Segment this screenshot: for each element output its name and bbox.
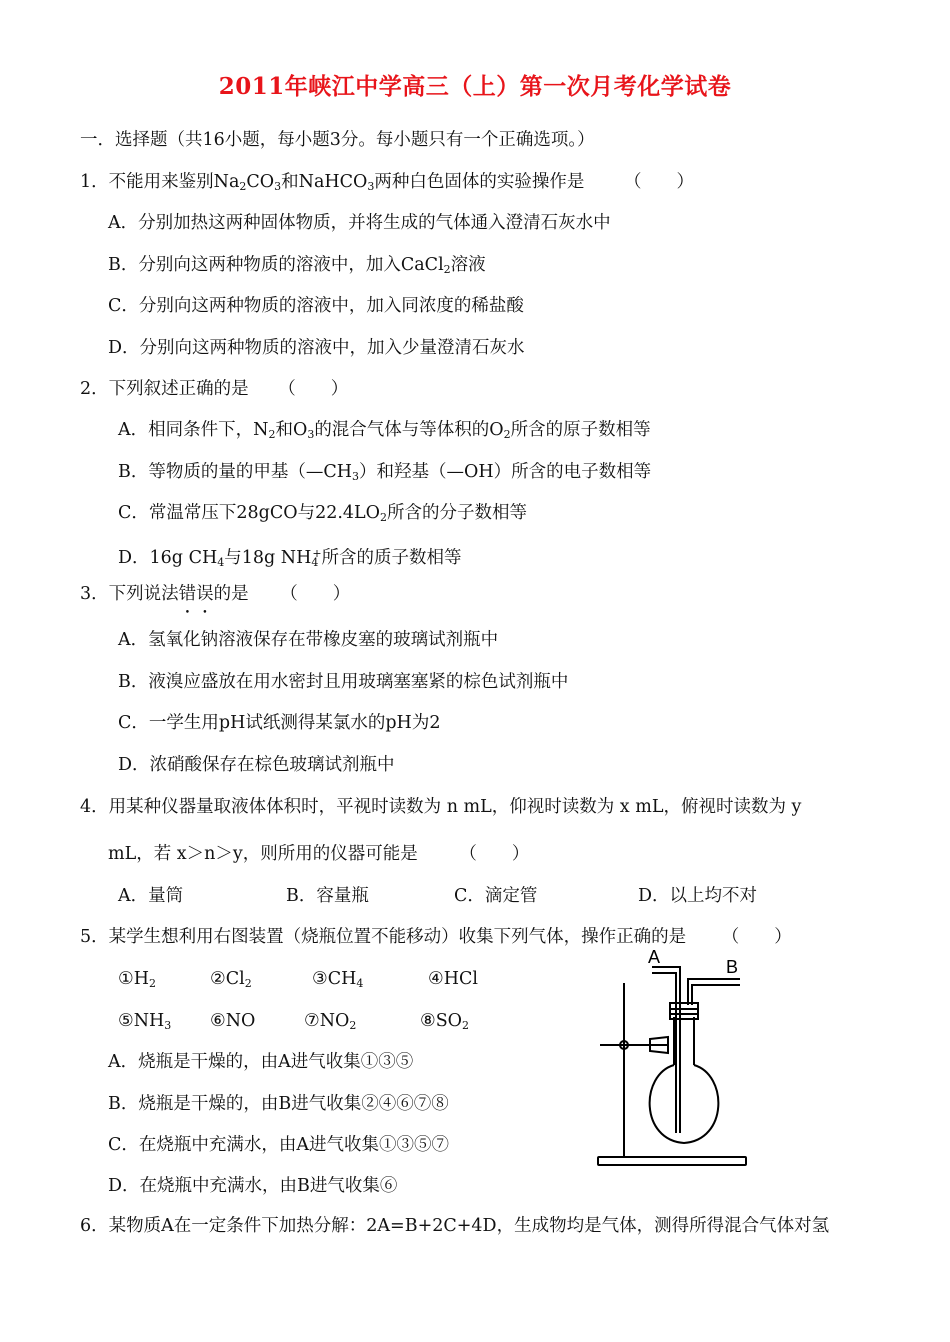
q5-option-c: C．在烧瓶中充满水，由A进气收集①③⑤⑦ xyxy=(108,1135,450,1155)
gas-6: ⑥NO xyxy=(210,1011,256,1031)
gas-1: $①H_2$ xyxy=(118,969,156,990)
q2-option-b: B．等物质的量的甲基$(—CH_3)$和羟基（—OH）所含的电子数相等 xyxy=(118,462,652,483)
question-1-stem: 1．不能用来鉴别$Na_2CO_3$和NaHCO$_3$两种白色固体的实验操作是 （ ） xyxy=(80,172,694,193)
q5-option-d: D．在烧瓶中充满水，由B进气收集⑥ xyxy=(108,1176,398,1196)
q4-option-b: B．容量瓶 xyxy=(286,886,369,906)
flask-bulb xyxy=(650,1065,719,1143)
q4-option-a: A．量筒 xyxy=(118,886,184,906)
gas-4: ④HCl xyxy=(428,969,478,989)
emphasis-dot: 错 xyxy=(178,584,197,604)
q3-option-a: A．氢氧化钠溶液保存在带橡皮塞的玻璃试剂瓶中 xyxy=(118,630,499,650)
tube-b xyxy=(688,979,740,1005)
tube-b-inner xyxy=(692,985,740,1005)
q3-option-b: B．液溴应盛放在用水密封且用玻璃塞塞紧的棕色试剂瓶中 xyxy=(118,672,569,692)
question-4-stem-line-2: mL，若 x＞n＞y，则所用的仪器可能是 （ ） xyxy=(108,844,530,864)
question-2-stem: 2．下列叙述正确的是 （ ） xyxy=(80,379,349,399)
answer-blank: （ ） xyxy=(278,379,349,399)
answer-blank: （ ） xyxy=(721,927,792,947)
q4-option-d: D．以上均不对 xyxy=(638,886,758,906)
q2-option-d: D．16g $CH_4$与18g $NH_4^+$所含的质子数相等 xyxy=(118,547,462,569)
answer-blank: （ ） xyxy=(280,584,351,604)
stand-base xyxy=(598,1157,746,1165)
q5-option-a: A．烧瓶是干燥的，由A进气收集①③⑤ xyxy=(108,1052,414,1072)
q1-option-b: B．分别向这两种物质的溶液中，加入CaCl$_2$溶液 xyxy=(108,255,486,276)
q4-option-c: C．滴定管 xyxy=(454,886,538,906)
question-4-stem-line-1: 4．用某种仪器量取液体体积时，平视时读数为 n mL，仰视时读数为 x mL，俯视时读数为 y xyxy=(80,797,802,817)
q2-option-c: C．常温常压下28gCO与$22.4LO_2$所含的分子数相等 xyxy=(118,503,528,524)
question-6-stem: 6．某物质A在一定条件下加热分解：2A=B+2C+4D，生成物均是气体，测得所得混合气体对氢 xyxy=(80,1216,830,1236)
exam-title: 2011年峡江中学高三（上）第一次月考化学试卷 xyxy=(218,73,732,100)
answer-blank: （ ） xyxy=(623,172,694,192)
q1-option-d: D．分别向这两种物质的溶液中，加入少量澄清石灰水 xyxy=(108,338,525,358)
q3-option-d: D．浓硝酸保存在棕色玻璃试剂瓶中 xyxy=(118,755,395,775)
question-3-stem: 3．下列说法错误的是 （ ） xyxy=(80,584,351,604)
q3-option-c: C．一学生用pH试纸测得某氯水的pH为2 xyxy=(118,713,441,733)
label-tube-a: A xyxy=(648,947,661,967)
q2-option-a: A．相同条件下，$N_2$和$O_3$的混合气体与等体积的$O_2$所含的原子数相等 xyxy=(118,420,651,441)
answer-blank: （ ） xyxy=(459,844,530,864)
q1-option-a: A．分别加热这两种固体物质，并将生成的气体通入澄清石灰水中 xyxy=(108,213,611,233)
stopper xyxy=(670,1003,698,1019)
emphasis-dot: 误 xyxy=(196,584,214,604)
section-heading: 一．选择题（共16小题，每小题3分。每小题只有一个正确选项。） xyxy=(80,130,595,150)
gas-5: $⑤NH_3$ xyxy=(118,1011,172,1032)
gas-2: $②Cl_2$ xyxy=(210,969,252,990)
gas-8: $⑧SO_2$ xyxy=(420,1011,470,1032)
question-5-stem: 5．某学生想利用右图装置（烧瓶位置不能移动）收集下列气体，操作正确的是 （ ） xyxy=(80,927,792,947)
label-tube-b: B xyxy=(726,957,739,977)
gas-3: $③CH_4$ xyxy=(312,969,364,990)
q5-option-b: B．烧瓶是干燥的，由B进气收集②④⑥⑦⑧ xyxy=(108,1094,449,1114)
q1-option-c: C．分别向这两种物质的溶液中，加入同浓度的稀盐酸 xyxy=(108,296,524,316)
gas-7: $⑦NO_2$ xyxy=(304,1011,357,1032)
gas-collection-apparatus-figure xyxy=(590,945,770,1170)
